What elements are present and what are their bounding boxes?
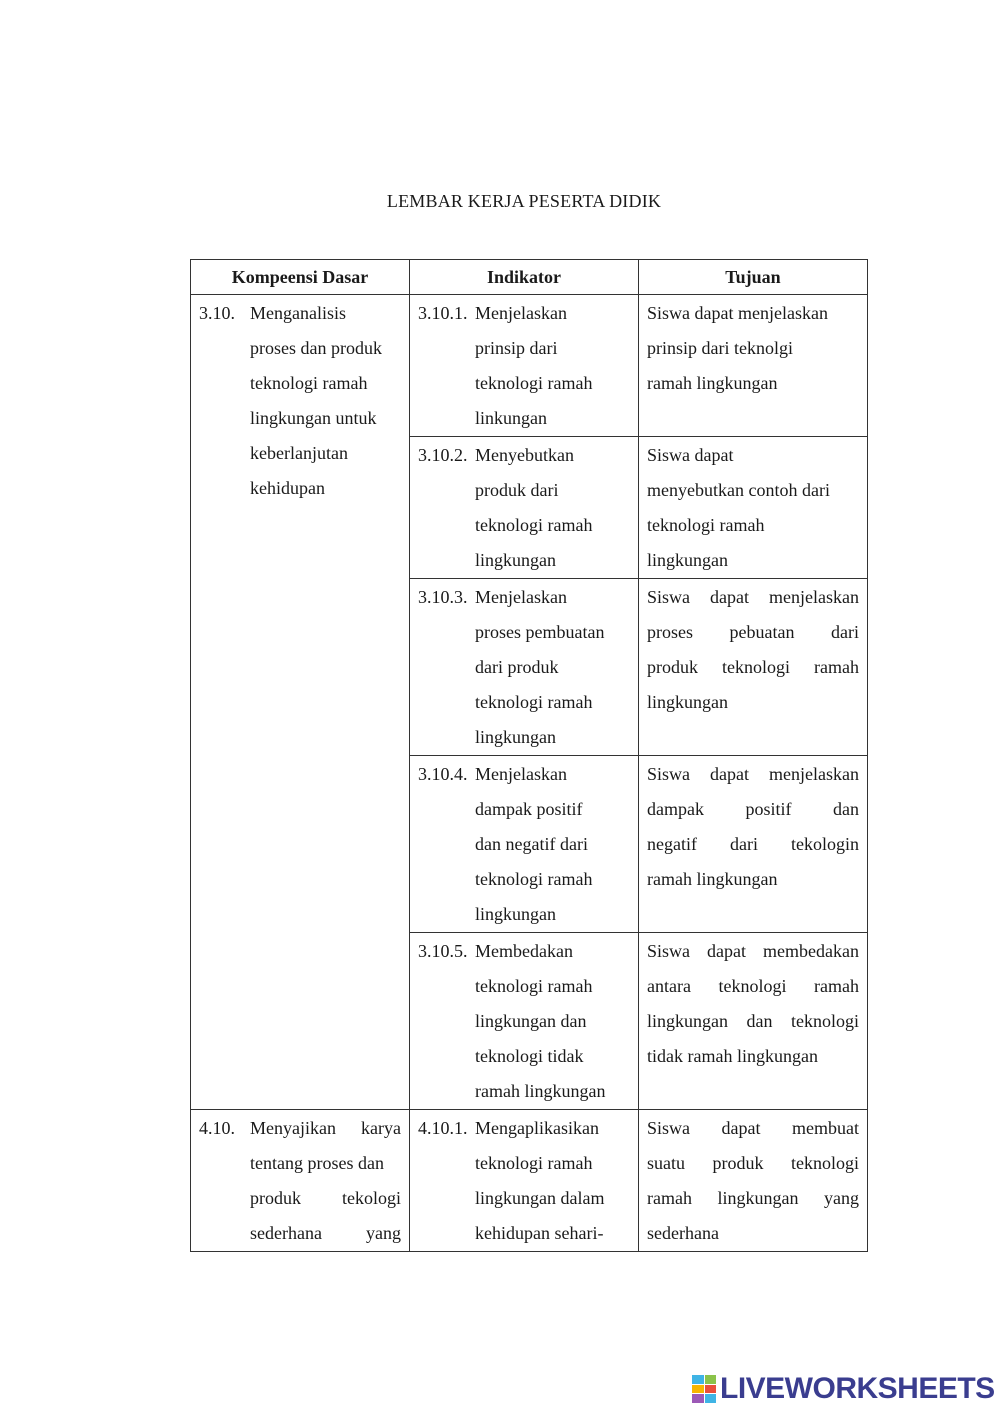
tujuan-cell bbox=[639, 437, 868, 579]
liveworksheets-logo bbox=[692, 1373, 995, 1405]
kd-line: tentang proses dan bbox=[250, 1153, 384, 1173]
tujuan-line: proses pebuatan dari bbox=[647, 622, 859, 642]
tujuan-line: negatif dari tekologin bbox=[647, 834, 859, 854]
tujuan-line: tidak ramah lingkungan bbox=[647, 1046, 818, 1066]
indikator-line: lingkungan dan bbox=[475, 1011, 587, 1031]
table-header-row bbox=[191, 260, 868, 295]
indikator-line: ramah lingkungan bbox=[475, 1081, 606, 1101]
tujuan-line: ramah lingkungan bbox=[647, 869, 778, 889]
kd-line: kehidupan bbox=[250, 478, 325, 498]
indikator-line: lingkungan bbox=[475, 550, 556, 570]
indikator-line: Menjelaskan bbox=[475, 587, 567, 607]
indikator-line: kehidupan sehari- bbox=[475, 1223, 604, 1243]
indikator-number: 4.10.1. bbox=[418, 1118, 468, 1138]
indikator-line: teknologi ramah bbox=[475, 515, 593, 535]
indikator-number: 3.10.1. bbox=[418, 303, 468, 323]
tujuan-line: menyebutkan contoh dari bbox=[647, 480, 830, 500]
indikator-cell bbox=[410, 579, 639, 756]
tujuan-cell bbox=[639, 1110, 868, 1252]
kd-cell-3-10 bbox=[191, 295, 410, 1110]
indikator-line: produk dari bbox=[475, 480, 559, 500]
tujuan-line: antara teknologi ramah bbox=[647, 976, 859, 996]
tujuan-line: ramah lingkungan yang bbox=[647, 1188, 859, 1208]
tujuan-line: teknologi ramah bbox=[647, 515, 765, 535]
tujuan-line: Siswa dapat menjelaskan bbox=[647, 587, 859, 607]
indikator-line: teknologi ramah bbox=[475, 1153, 593, 1173]
tujuan-line: Siswa dapat menjelaskan bbox=[647, 303, 828, 323]
kd-line: Menganalisis bbox=[250, 303, 346, 323]
indikator-line: teknologi tidak bbox=[475, 1046, 584, 1066]
tujuan-line: ramah lingkungan bbox=[647, 373, 778, 393]
liveworksheets-logo-text: LIVEWORKSHEETS bbox=[720, 1372, 995, 1405]
header-tujuan: Tujuan bbox=[639, 260, 868, 295]
indikator-number: 3.10.5. bbox=[418, 941, 468, 961]
kd-line: keberlanjutan bbox=[250, 443, 348, 463]
indikator-line: teknologi ramah bbox=[475, 373, 593, 393]
header-indikator: Indikator bbox=[410, 260, 639, 295]
kd-line: Menyajikan karya bbox=[250, 1118, 401, 1138]
indikator-line: teknologi ramah bbox=[475, 976, 593, 996]
indikator-line: Menyebutkan bbox=[475, 445, 574, 465]
tujuan-line: Siswa dapat membedakan bbox=[647, 941, 859, 961]
kd-line: lingkungan untuk bbox=[250, 408, 377, 428]
worksheet-table bbox=[190, 259, 868, 1252]
indikator-cell bbox=[410, 1110, 639, 1252]
kd-number: 4.10. bbox=[199, 1118, 235, 1138]
page-title: LEMBAR KERJA PESERTA DIDIK bbox=[386, 191, 662, 211]
indikator-line: teknologi ramah bbox=[475, 869, 593, 889]
indikator-line: proses pembuatan bbox=[475, 622, 605, 642]
tujuan-line: sederhana bbox=[647, 1223, 719, 1243]
indikator-number: 3.10.4. bbox=[418, 764, 468, 784]
tujuan-line: lingkungan bbox=[647, 550, 728, 570]
indikator-line: dari produk bbox=[475, 657, 559, 677]
tujuan-cell bbox=[639, 295, 868, 437]
tujuan-line: dampak positif dan bbox=[647, 799, 859, 819]
table-row bbox=[191, 1110, 868, 1252]
indikator-line: linkungan bbox=[475, 408, 547, 428]
indikator-line: teknologi ramah bbox=[475, 692, 593, 712]
indikator-line: Mengaplikasikan bbox=[475, 1118, 599, 1138]
indikator-line: lingkungan bbox=[475, 727, 556, 747]
liveworksheets-logo-icon bbox=[692, 1375, 716, 1403]
header-kompetensi-dasar: Kompeensi Dasar bbox=[191, 260, 410, 295]
indikator-number: 3.10.2. bbox=[418, 445, 468, 465]
indikator-cell bbox=[410, 933, 639, 1110]
tujuan-cell bbox=[639, 756, 868, 933]
indikator-line: Membedakan bbox=[475, 941, 573, 961]
indikator-number: 3.10.3. bbox=[418, 587, 468, 607]
kd-cell-4-10 bbox=[191, 1110, 410, 1252]
tujuan-line: lingkungan dan teknologi bbox=[647, 1011, 859, 1031]
indikator-line: dampak positif bbox=[475, 799, 583, 819]
indikator-line: lingkungan bbox=[475, 904, 556, 924]
indikator-line: lingkungan dalam bbox=[475, 1188, 605, 1208]
kd-line: produk tekologi bbox=[250, 1188, 401, 1208]
indikator-line: Menjelaskan bbox=[475, 764, 567, 784]
tujuan-line: Siswa dapat bbox=[647, 445, 734, 465]
kd-line: proses dan produk bbox=[250, 338, 382, 358]
kd-line: teknologi ramah bbox=[250, 373, 368, 393]
indikator-line: Menjelaskan bbox=[475, 303, 567, 323]
tujuan-line: lingkungan bbox=[647, 692, 728, 712]
tujuan-line: Siswa dapat menjelaskan bbox=[647, 764, 859, 784]
indikator-line: dan negatif dari bbox=[475, 834, 588, 854]
kd-line: sederhana yang bbox=[250, 1223, 401, 1243]
indikator-line: prinsip dari bbox=[475, 338, 558, 358]
tujuan-line: Siswa dapat membuat bbox=[647, 1118, 859, 1138]
kd-number: 3.10. bbox=[199, 303, 235, 323]
tujuan-line: prinsip dari teknolgi bbox=[647, 338, 793, 358]
table-row bbox=[191, 295, 868, 437]
indikator-cell bbox=[410, 295, 639, 437]
tujuan-line: produk teknologi ramah bbox=[647, 657, 859, 677]
tujuan-line: suatu produk teknologi bbox=[647, 1153, 859, 1173]
indikator-cell bbox=[410, 756, 639, 933]
tujuan-cell bbox=[639, 933, 868, 1110]
indikator-cell bbox=[410, 437, 639, 579]
tujuan-cell bbox=[639, 579, 868, 756]
